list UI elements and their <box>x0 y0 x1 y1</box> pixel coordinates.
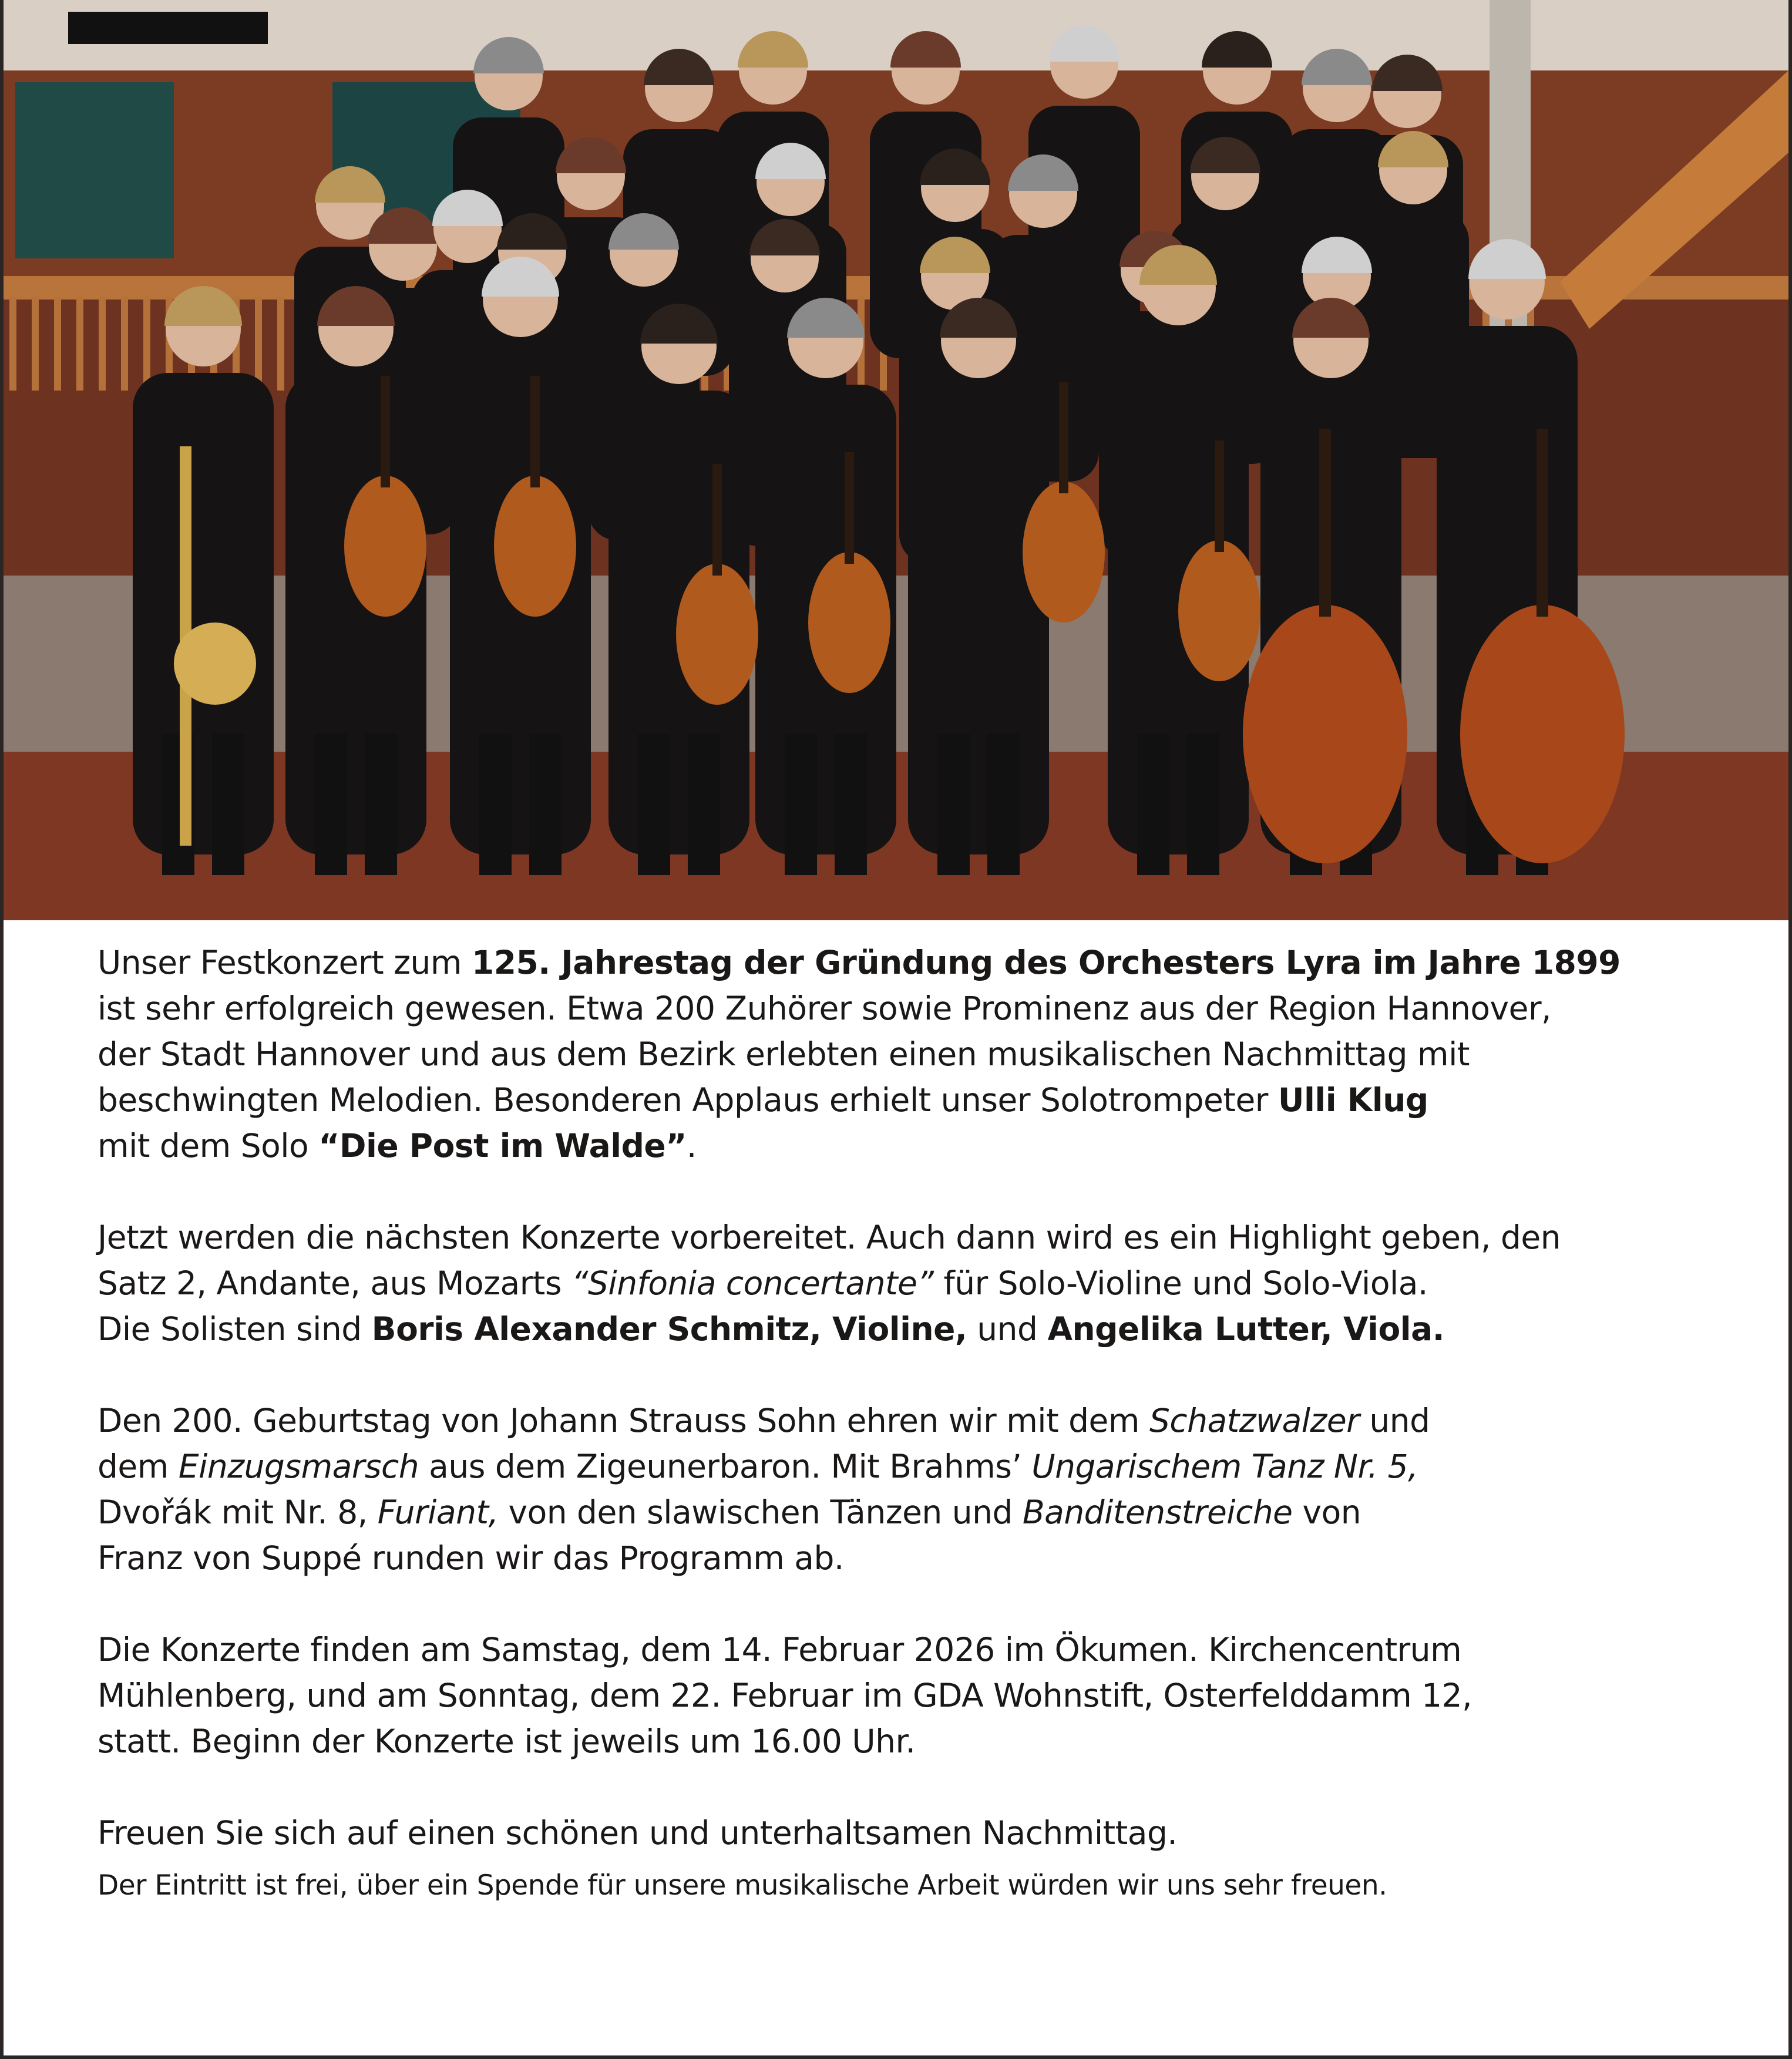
railing-bar <box>277 297 284 391</box>
text-span: mit dem Solo <box>97 1127 319 1165</box>
text-line <box>97 940 1771 985</box>
text-span: dem <box>97 1448 179 1485</box>
cello-neck <box>1537 429 1548 617</box>
text-line: ist sehr erfolgreich gewesen. Etwa 200 Zuhörer sowie Prominenz aus der Region Hannover, <box>97 990 1552 1027</box>
violin-neck <box>845 452 854 564</box>
article-text <box>97 940 1771 1906</box>
paragraph-anniversary <box>97 940 1771 1169</box>
violin-neck <box>381 376 390 487</box>
text-span: . <box>686 1127 697 1165</box>
admission-note: Der Eintritt ist frei, über ein Spende für unsere musikalische Arbeit würden wir uns sehr freuen. <box>97 1869 1387 1902</box>
anniversary-highlight: 125. Jahrestag der Gründung des Orchesters Lyra im Jahre 1899 <box>471 944 1620 981</box>
violin-body <box>1178 540 1260 681</box>
spacer <box>97 1169 1771 1214</box>
musician-leg <box>212 734 244 875</box>
railing-bar <box>76 297 83 391</box>
text-span: Den 200. Geburtstag von Johann Strauss Sohn ehren wir mit dem <box>97 1402 1149 1439</box>
musician-leg <box>937 734 970 875</box>
text-span: Satz 2, Andante, aus Mozarts <box>97 1264 572 1302</box>
text-line: Freuen Sie sich auf einen schönen und unterhaltsamen Nachmittag. <box>97 1814 1178 1852</box>
musician-leg <box>1187 734 1219 875</box>
text-line <box>97 1077 1771 1123</box>
text-line <box>97 1306 1771 1352</box>
work-title: Furiant, <box>377 1493 499 1531</box>
ceiling-sign <box>68 12 268 44</box>
paragraph-closing <box>97 1810 1771 1856</box>
text-span: von <box>1292 1493 1361 1531</box>
text-span: und <box>1359 1402 1430 1439</box>
text-line: Franz von Suppé runden wir das Programm ab. <box>97 1539 844 1577</box>
work-title: Banditenstreiche <box>1022 1493 1293 1531</box>
violin-neck <box>1059 382 1068 493</box>
spacer <box>97 1764 1771 1810</box>
railing-bar <box>32 297 39 391</box>
railing-bar <box>143 297 150 391</box>
railing-bar <box>99 297 106 391</box>
text-line: statt. Beginn der Konzerte ist jeweils um 16.00 Uhr. <box>97 1722 916 1760</box>
work-title: Einzugsmarsch <box>178 1448 419 1485</box>
trombone-bell <box>174 623 256 705</box>
violin-neck <box>530 376 540 487</box>
text-span: für Solo-Violine und Solo-Viola. <box>933 1264 1428 1302</box>
cello-body <box>1243 605 1407 863</box>
railing-bar <box>9 297 16 391</box>
musician-body <box>133 373 274 854</box>
musician-leg <box>315 734 347 875</box>
cello-body <box>1460 605 1625 863</box>
text-span: von den slawischen Tänzen und <box>498 1493 1023 1531</box>
musician-body <box>908 385 1049 854</box>
paragraph-program <box>97 1398 1771 1581</box>
text-span: aus dem Zigeunerbaron. Mit Brahms’ <box>419 1448 1032 1485</box>
soloist-violin: Boris Alexander Schmitz, Violine, <box>371 1310 967 1348</box>
soloist-viola: Angelika Lutter, Viola. <box>1047 1310 1445 1348</box>
violin-neck <box>1215 440 1224 552</box>
violin-body <box>1023 482 1105 623</box>
musician-leg <box>785 734 817 875</box>
spacer <box>97 1352 1771 1398</box>
musician-leg <box>688 734 720 875</box>
railing-bar <box>121 297 128 391</box>
musician-body <box>285 373 426 854</box>
violin-body <box>676 564 758 705</box>
text-span: Unser Festkonzert zum <box>97 944 472 981</box>
railing-bar <box>255 297 262 391</box>
text-line <box>97 1398 1771 1444</box>
musician-leg <box>479 734 512 875</box>
solo-title: “Die Post im Walde” <box>318 1127 687 1165</box>
text-line <box>97 1260 1771 1306</box>
violin-neck <box>712 464 722 576</box>
violin-body <box>494 476 576 617</box>
musician-leg <box>638 734 670 875</box>
violin-body <box>344 476 426 617</box>
text-line: Die Konzerte finden am Samstag, dem 14. Februar 2026 im Ökumen. Kirchencentrum <box>97 1631 1462 1668</box>
text-line: Jetzt werden die nächsten Konzerte vorbereitet. Auch dann wird es ein Highlight geben, den <box>97 1219 1561 1256</box>
musician-leg <box>529 734 562 875</box>
railing-bar <box>54 297 61 391</box>
work-title: “Sinfonia concertante” <box>571 1264 934 1302</box>
footer-note <box>97 1865 1771 1906</box>
paragraph-dates <box>97 1627 1771 1764</box>
text-span: beschwingten Melodien. Besonderen Applaus erhielt unser Solotrompeter <box>97 1081 1278 1119</box>
musician-leg <box>835 734 867 875</box>
text-line <box>97 1489 1771 1535</box>
musician-leg <box>365 734 397 875</box>
work-title: Ungarischem Tanz Nr. 5, <box>1031 1448 1418 1485</box>
text-span: Die Solisten sind <box>97 1310 372 1348</box>
spacer <box>97 1581 1771 1627</box>
soloist-name: Ulli Klug <box>1277 1081 1428 1119</box>
cello-neck <box>1319 429 1331 617</box>
musician-leg <box>987 734 1020 875</box>
work-title: Schatzwalzer <box>1149 1402 1360 1439</box>
text-line <box>97 1123 1771 1169</box>
text-line: der Stadt Hannover und aus dem Bezirk erlebten einen musikalischen Nachmittag mit <box>97 1035 1470 1073</box>
green-door <box>15 82 174 258</box>
musician-leg <box>1137 734 1169 875</box>
text-line <box>97 1444 1771 1489</box>
orchestra-photo <box>4 0 1788 920</box>
orchestra-photo-illustration <box>4 0 1788 920</box>
flyer-page <box>4 0 1788 2055</box>
paragraph-upcoming <box>97 1214 1771 1352</box>
text-line: Mühlenberg, und am Sonntag, dem 22. Februar im GDA Wohnstift, Osterfelddamm 12, <box>97 1677 1472 1714</box>
text-span: und <box>967 1310 1048 1348</box>
text-span: Dvořák mit Nr. 8, <box>97 1493 378 1531</box>
violin-body <box>808 552 890 693</box>
